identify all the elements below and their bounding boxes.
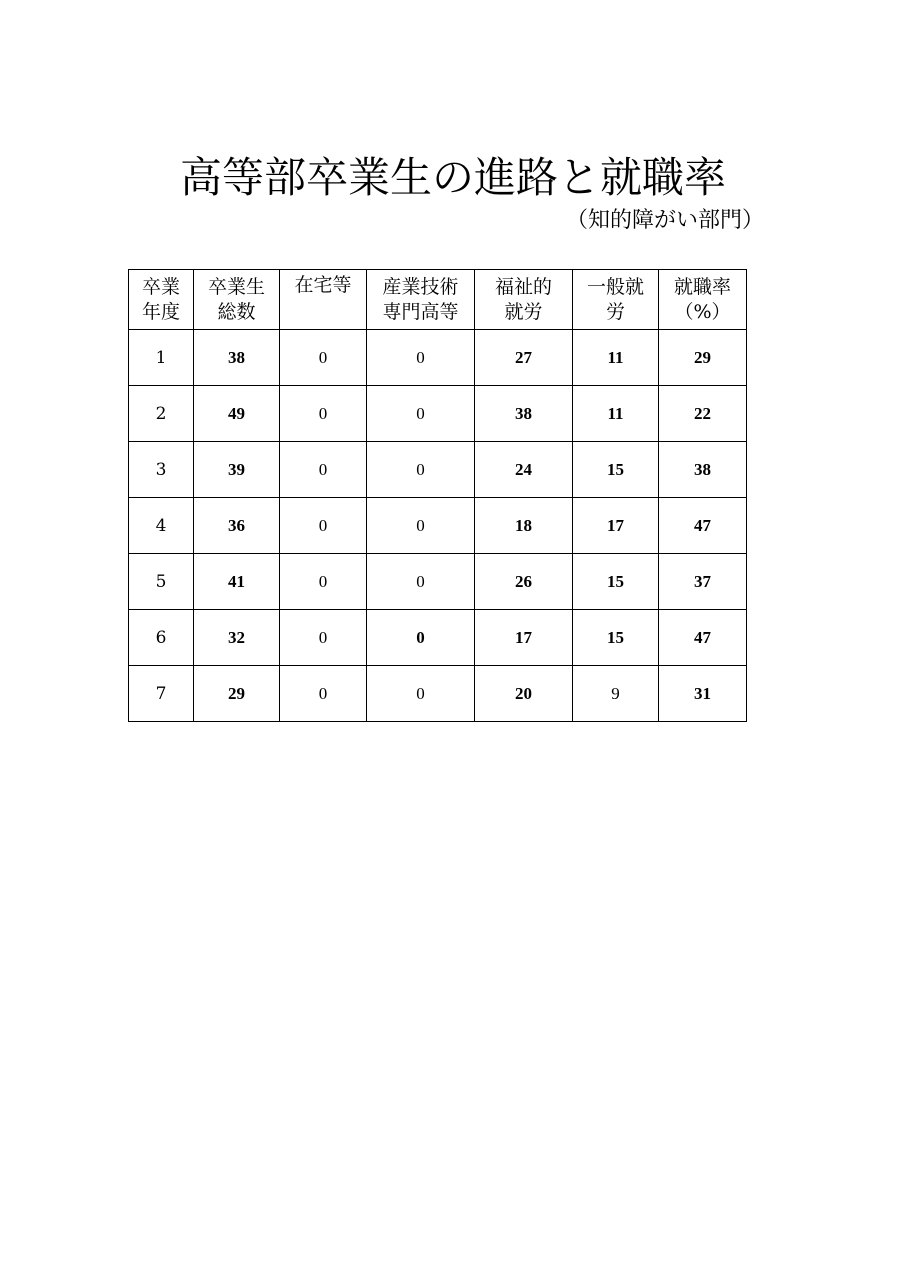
header-line: 福祉的	[494, 275, 552, 298]
cell-total: 49	[194, 386, 280, 442]
cell-total: 41	[194, 554, 280, 610]
cell-home: 0	[280, 330, 367, 386]
header-line: 就労	[504, 300, 543, 323]
cell-total: 29	[194, 666, 280, 722]
cell-rate: 38	[659, 442, 747, 498]
cell-tech: 0	[367, 666, 475, 722]
cell-year: 7	[129, 666, 194, 722]
header-at-home	[280, 270, 367, 330]
header-line: （%）	[674, 300, 731, 323]
cell-general: 15	[573, 554, 659, 610]
header-line: 年度	[141, 300, 180, 323]
header-line: 在宅等	[294, 274, 352, 296]
cell-year: 1	[129, 330, 194, 386]
cell-rate: 22	[659, 386, 747, 442]
header-line: 専門高等	[382, 300, 459, 323]
table-row	[129, 610, 747, 666]
cell-home: 0	[280, 442, 367, 498]
cell-year: 5	[129, 554, 194, 610]
header-line: 労	[605, 300, 625, 323]
cell-total: 32	[194, 610, 280, 666]
header-general-employment	[573, 270, 659, 330]
cell-home: 0	[280, 610, 367, 666]
cell-welfare: 17	[475, 610, 573, 666]
table-header-row	[129, 270, 747, 330]
cell-total: 38	[194, 330, 280, 386]
cell-rate: 31	[659, 666, 747, 722]
cell-general: 9	[573, 666, 659, 722]
cell-year: 6	[129, 610, 194, 666]
page-subtitle: （知的障がい部門）	[566, 208, 765, 233]
header-line: 卒業	[141, 275, 180, 298]
cell-year: 3	[129, 442, 194, 498]
header-line: 産業技術	[382, 275, 459, 298]
cell-rate: 37	[659, 554, 747, 610]
cell-rate: 29	[659, 330, 747, 386]
cell-welfare: 20	[475, 666, 573, 722]
header-graduation-year	[129, 270, 194, 330]
table-row	[129, 386, 747, 442]
cell-year: 2	[129, 386, 194, 442]
cell-welfare: 26	[475, 554, 573, 610]
cell-home: 0	[280, 498, 367, 554]
cell-home: 0	[280, 554, 367, 610]
cell-general: 11	[573, 386, 659, 442]
graduate-table	[128, 269, 747, 722]
cell-year: 4	[129, 498, 194, 554]
page-title: 高等部卒業生の進路と就職率	[179, 153, 726, 202]
cell-tech: 0	[367, 386, 475, 442]
cell-general: 15	[573, 610, 659, 666]
cell-tech: 0	[367, 442, 475, 498]
header-industrial-tech	[367, 270, 475, 330]
header-total-graduates	[194, 270, 280, 330]
cell-general: 15	[573, 442, 659, 498]
cell-welfare: 24	[475, 442, 573, 498]
cell-general: 11	[573, 330, 659, 386]
cell-home: 0	[280, 386, 367, 442]
table-row	[129, 330, 747, 386]
header-line: 就職率	[673, 275, 731, 298]
cell-tech: 0	[367, 330, 475, 386]
cell-home: 0	[280, 666, 367, 722]
cell-welfare: 27	[475, 330, 573, 386]
header-welfare-work	[475, 270, 573, 330]
header-line: 総数	[217, 300, 256, 323]
cell-rate: 47	[659, 498, 747, 554]
header-line: 卒業生	[207, 275, 265, 298]
cell-general: 17	[573, 498, 659, 554]
table-row	[129, 442, 747, 498]
cell-tech: 0	[367, 498, 475, 554]
cell-total: 39	[194, 442, 280, 498]
cell-tech: 0	[367, 554, 475, 610]
cell-tech: 0	[367, 610, 475, 666]
table-row	[129, 666, 747, 722]
header-employment-rate	[659, 270, 747, 330]
table-row	[129, 498, 747, 554]
cell-welfare: 18	[475, 498, 573, 554]
table-row	[129, 554, 747, 610]
cell-rate: 47	[659, 610, 747, 666]
header-line: 一般就	[586, 275, 644, 298]
cell-welfare: 38	[475, 386, 573, 442]
cell-total: 36	[194, 498, 280, 554]
